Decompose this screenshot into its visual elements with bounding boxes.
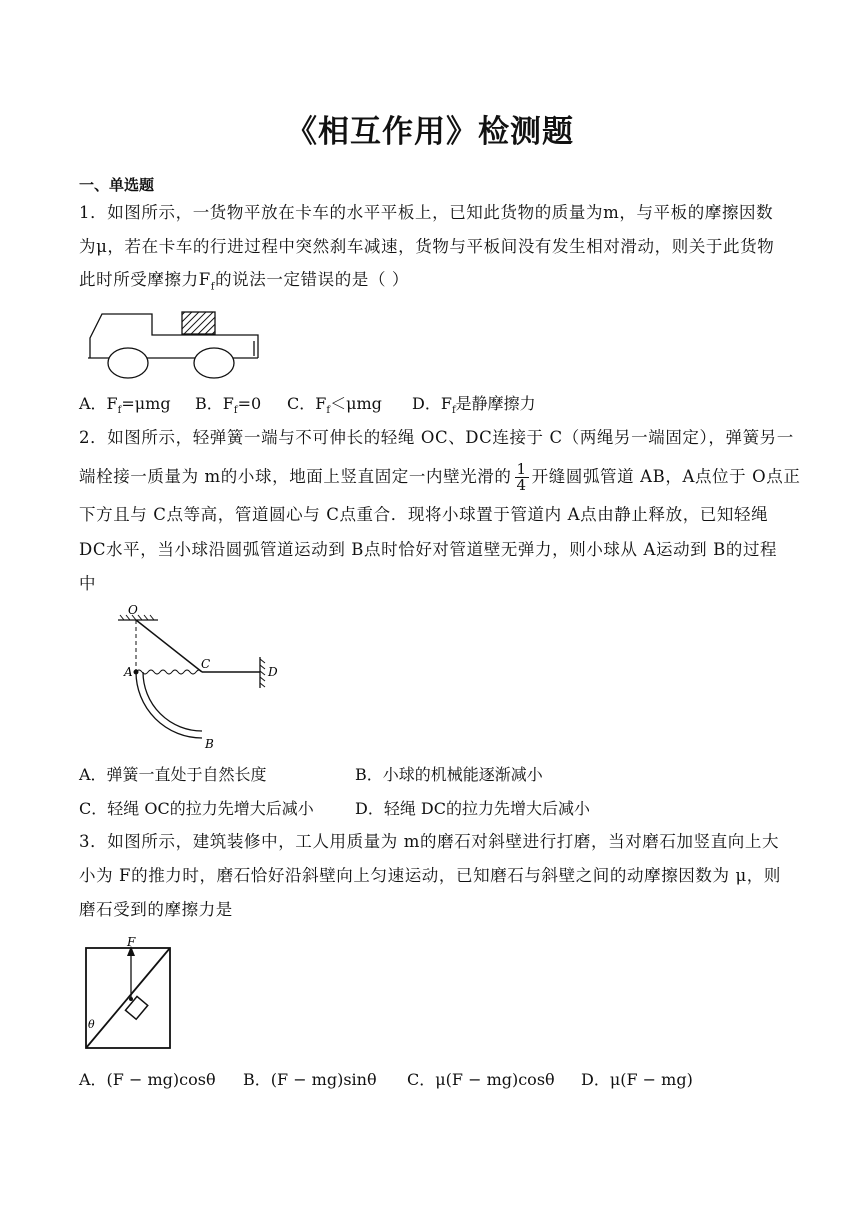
incline-figure xyxy=(80,936,180,1054)
section-heading: 一、单选题 xyxy=(79,176,155,194)
q2-line-4: DC水平，当小球沿圆弧管道运动到 B点时恰好对管道壁无弹力，则小球从 A运动到 B的过程 xyxy=(79,540,778,559)
spring-pipe-figure xyxy=(110,602,300,752)
fig-label-f: F xyxy=(127,935,136,949)
q3-option-c[interactable]: C．μ(F − mg)cosθ xyxy=(407,1070,555,1089)
q3-option-b[interactable]: B．(F − mg)sinθ xyxy=(243,1070,377,1089)
fig-label-theta: θ xyxy=(88,1018,95,1031)
q2-line-1: 2．如图所示，轻弹簧一端与不可伸长的轻绳 OC、DC连接于 C（两绳另一端固定），弹簧另一 xyxy=(79,428,794,447)
fig-label-c: C xyxy=(201,657,211,671)
q2-line-2: 端栓接一质量为 m的小球，地面上竖直固定一内壁光滑的 $\frac{1}{4}$ 开缝圆弧管道 AB，A点位于 O点正 xyxy=(79,460,801,494)
q1-line-3: 此时所受摩擦力$F_f$的说法一定错误的是（ ） xyxy=(79,270,410,293)
q3-line-2: 小为 F的推力时，磨石恰好沿斜壁向上匀速运动，已知磨石与斜壁之间的动摩擦因数为 μ，则 xyxy=(79,866,781,885)
q1-line-2: 为μ，若在卡车的行进过程中突然刹车减速，货物与平板间没有发生相对滑动，则关于此货物 xyxy=(79,237,775,256)
q1-option-b[interactable]: B．$F_f=0$ xyxy=(195,394,262,417)
fig-label-a: A xyxy=(124,665,133,679)
q1-option-a[interactable]: A．$F_f=\mu mg$ xyxy=(79,394,171,417)
q2-option-b[interactable]: B．小球的机械能逐渐减小 xyxy=(355,765,543,784)
fig-label-b: B xyxy=(205,737,214,751)
q3-option-a[interactable]: A．(F − mg)cosθ xyxy=(79,1070,216,1089)
page-title: 《相互作用》检测题 xyxy=(286,114,574,150)
q2-line-5: 中 xyxy=(79,574,97,593)
q1-option-c[interactable]: C．$F_f<\mu mg$ xyxy=(287,394,382,417)
q1-line-1: 1．如图所示，一货物平放在卡车的水平平板上，已知此货物的质量为m，与平板的摩擦因数 xyxy=(79,203,774,222)
q3-option-d[interactable]: D．μ(F − mg) xyxy=(581,1070,693,1089)
q2-option-d[interactable]: D．轻绳 DC的拉力先增大后减小 xyxy=(355,799,590,818)
q3-line-3: 磨石受到的摩擦力是 xyxy=(79,900,233,919)
q1-option-d[interactable]: D．$F_f$是静摩擦力 xyxy=(412,394,536,417)
q3-line-1: 3．如图所示，建筑装修中，工人用质量为 m的磨石对斜壁进行打磨，当对磨石加竖直向上大 xyxy=(79,832,780,851)
fig-label-o: O xyxy=(128,603,138,617)
fig-label-d: D xyxy=(268,665,278,679)
q2-option-a[interactable]: A．弹簧一直处于自然长度 xyxy=(79,765,267,784)
fraction-one-quarter: $\frac{1}{4}$ xyxy=(516,460,527,494)
q2-option-c[interactable]: C．轻绳 OC的拉力先增大后减小 xyxy=(79,799,314,818)
truck-figure xyxy=(82,308,262,384)
q2-line-3: 下方且与 C点等高，管道圆心与 C点重合．现将小球置于管道内 A点由静止释放，已知轻绳 xyxy=(79,505,769,524)
